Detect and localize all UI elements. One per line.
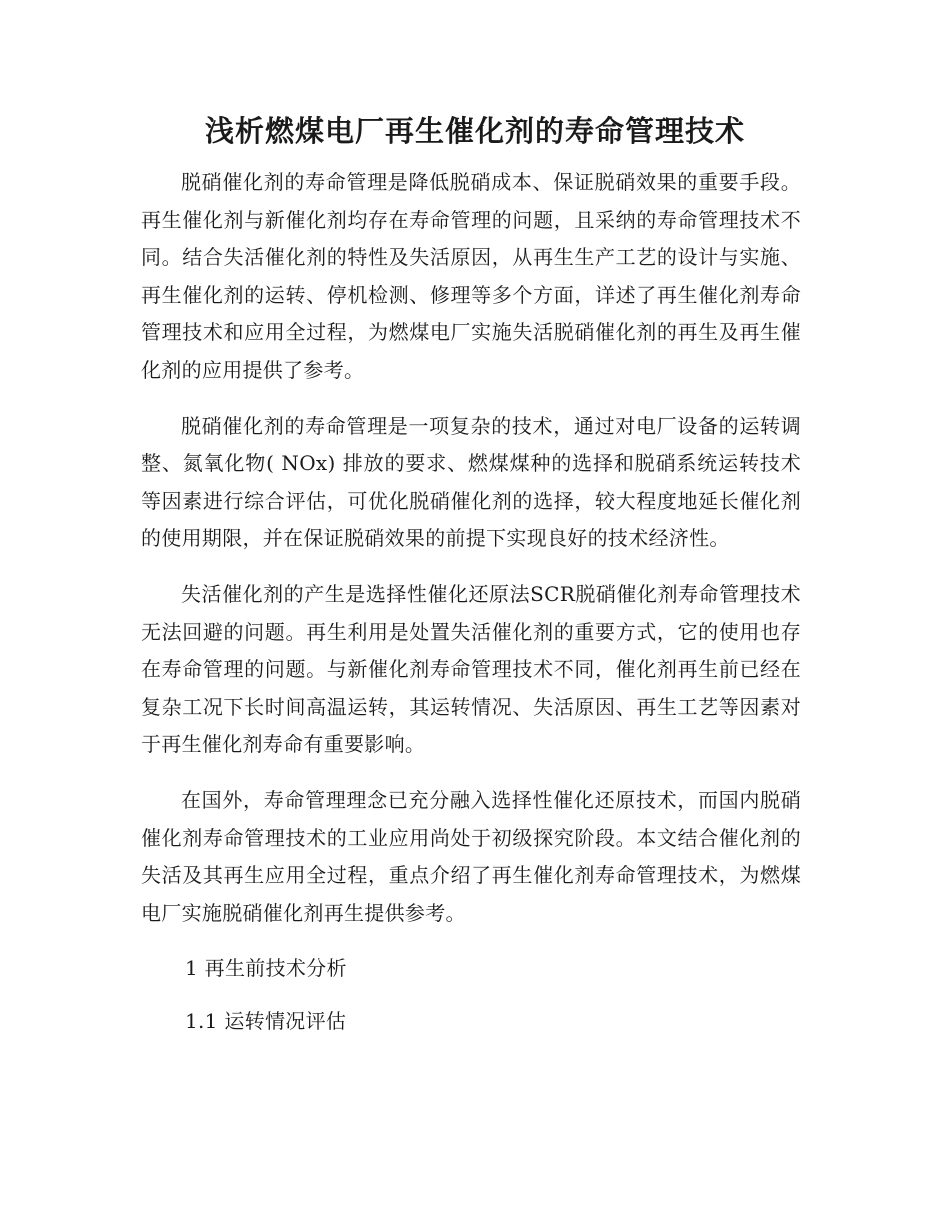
- body-paragraph: 脱硝催化剂的寿命管理是一项复杂的技术，通过对电厂设备的运转调整、氮氧化物( NOx) 排放的要求、燃煤煤种的选择和脱硝系统运转技术等因素进行综合评估，可优化脱硝催化剂的选择，较大程度地延长催化剂的使用期限，并在保证脱硝效果的前提下实现良好的技术经济性。: [141, 413, 801, 551]
- body-paragraph: 失活催化剂的产生是选择性催化还原法SCR脱硝催化剂寿命管理技术无法回避的问题。再生利用是处置失活催化剂的重要方式，它的使用也存在寿命管理的问题。与新催化剂寿命管理技术不同，催化剂再生前已经在复杂工况下长时间高温运转，其运转情况、失活原因、再生工艺等因素对于再生催化剂寿命有重要影响。: [141, 581, 801, 757]
- document-title: 浅析燃煤电厂再生催化剂的寿命管理技术: [204, 114, 745, 148]
- section-heading: 1 再生前技术分析: [185, 956, 347, 981]
- document-body: [141, 164, 801, 1055]
- subsection-heading: 1.1 运转情况评估: [185, 1008, 347, 1033]
- body-paragraph: 在国外，寿命管理理念已充分融入选择性催化还原技术，而国内脱硝催化剂寿命管理技术的工业应用尚处于初级探究阶段。本文结合催化剂的失活及其再生应用全过程，重点介绍了再生催化剂寿命管理技术，为燃煤电厂实施脱硝催化剂再生提供参考。: [141, 787, 801, 925]
- abstract-paragraph: 脱硝催化剂的寿命管理是降低脱硝成本、保证脱硝效果的重要手段。再生催化剂与新催化剂均存在寿命管理的问题，且采纳的寿命管理技术不同。结合失活催化剂的特性及失活原因，从再生生产工艺的设计与实施、再生催化剂的运转、停机检测、修理等多个方面，详述了再生催化剂寿命管理技术和应用全过程，为燃煤电厂实施失活脱硝催化剂的再生及再生催化剂的应用提供了参考。: [141, 170, 801, 382]
